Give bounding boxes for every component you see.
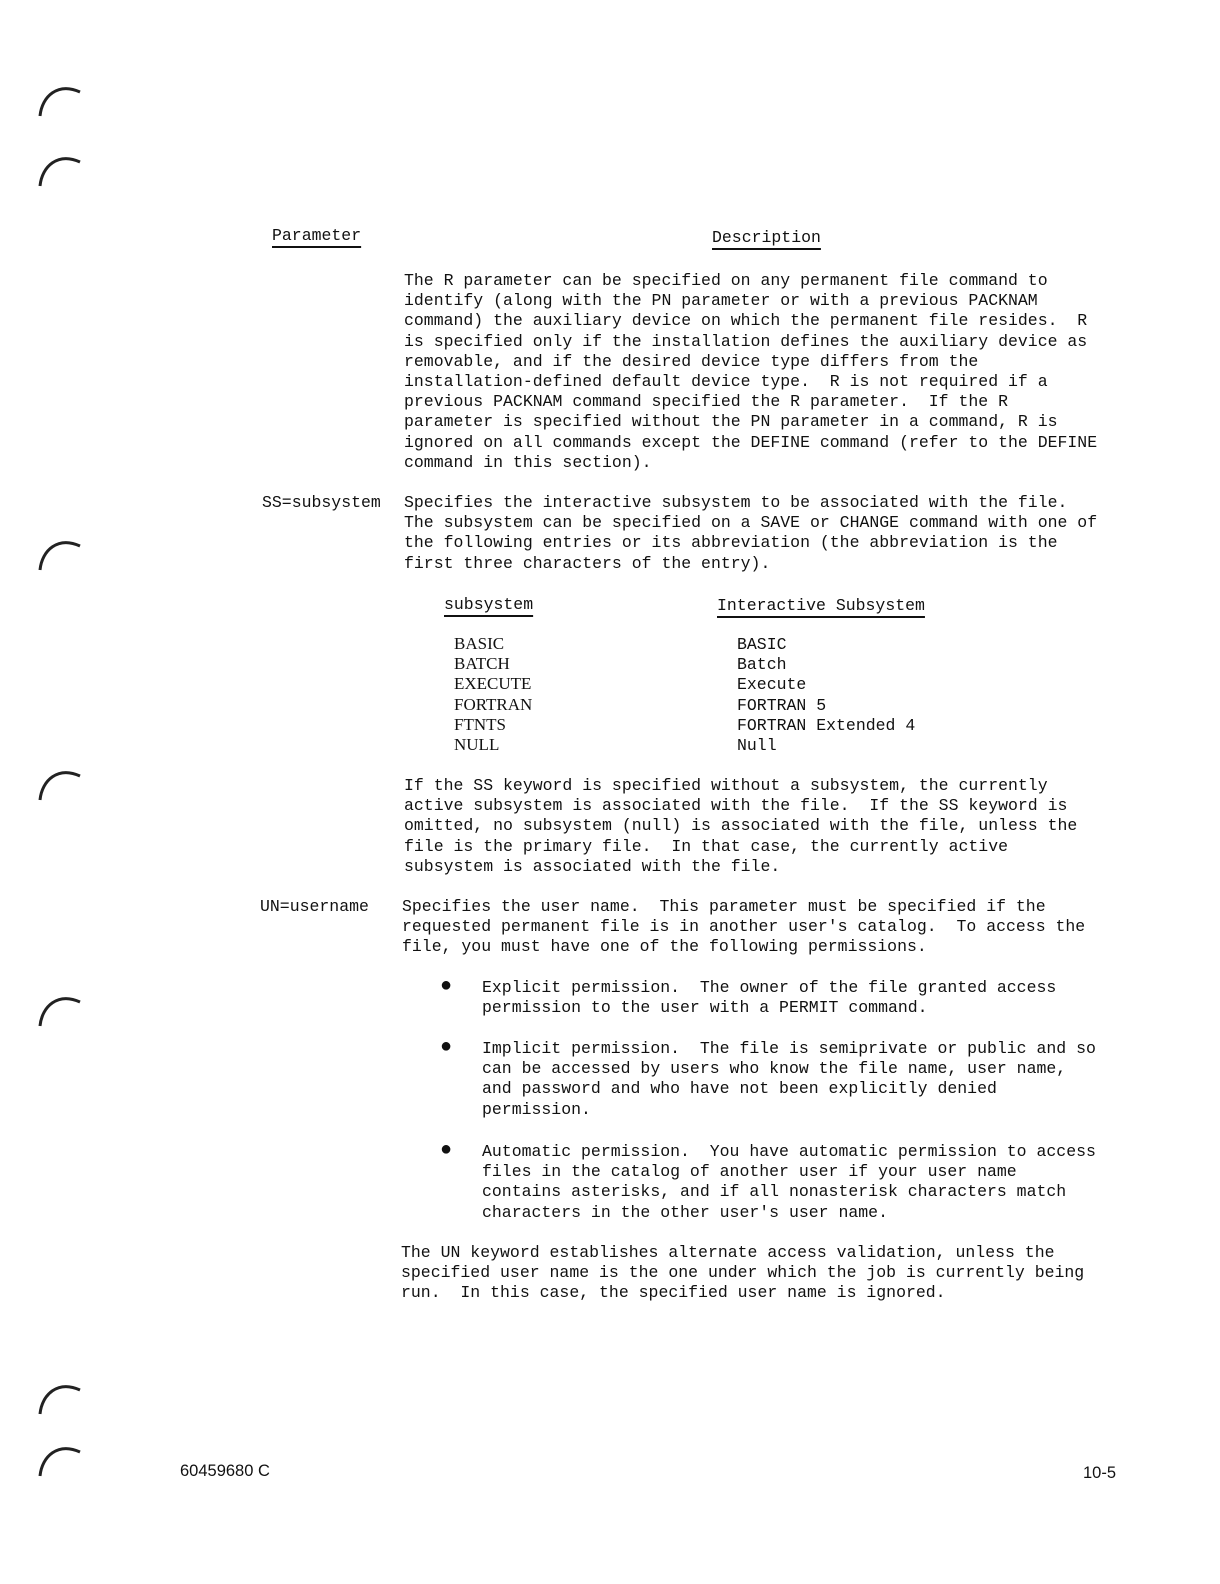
table-cell: FORTRAN — [454, 694, 533, 714]
text-line: The UN keyword establishes alternate access validation, unless the — [401, 1243, 1055, 1262]
subsystem-table-header-interactive: Interactive Subsystem — [717, 596, 925, 615]
table-cell: Execute — [737, 675, 807, 695]
table-cell: EXECUTE — [454, 674, 532, 694]
subsystem-table-column-b — [737, 635, 1037, 756]
punch-hole-mark — [36, 146, 84, 194]
text-line: file is the primary file. In that case, the currently active — [404, 836, 1008, 856]
page-number: 10-5 — [1083, 1464, 1117, 1482]
text-line: contains asterisks, and if all nonasterisk characters match — [482, 1182, 1067, 1202]
text-line: Specifies the user name. This parameter must be specified if the — [402, 897, 1046, 916]
text-line: and password and who have not been explicitly denied — [482, 1079, 997, 1099]
parameter-column-header: Parameter — [272, 226, 362, 245]
punch-hole-mark — [36, 1374, 84, 1422]
table-cell: BASIC — [454, 634, 505, 653]
text-line: is specified only if the installation defines the auxiliary device as — [404, 331, 1088, 351]
text-line: Implicit permission. The file is semiprivate or public and so — [482, 1039, 1096, 1058]
text-line: subsystem is associated with the file. — [404, 856, 781, 876]
punch-hole-mark — [36, 760, 84, 808]
text-line: active subsystem is associated with the file. If the SS keyword is — [404, 796, 1068, 816]
text-line: If the SS keyword is specified without a subsystem, the currently — [404, 776, 1048, 795]
table-cell: Null — [737, 735, 777, 755]
text-line: characters in the other user's user name. — [482, 1202, 888, 1222]
punch-hole-mark — [36, 76, 84, 124]
table-cell: NULL — [454, 734, 500, 754]
text-line: Automatic permission. You have automatic permission to access — [482, 1142, 1096, 1161]
text-line: requested permanent file is in another user's catalog. To access the — [402, 917, 1086, 937]
table-cell: Batch — [737, 655, 787, 675]
description-column-header: Description — [712, 228, 821, 247]
punch-hole-mark — [36, 1436, 84, 1484]
text-line: ignored on all commands except the DEFINE command (refer to the DEFINE — [404, 432, 1098, 452]
un-parameter-intro — [402, 897, 1132, 958]
text-line: file, you must have one of the following permissions. — [402, 937, 927, 957]
bullet-implicit-permission — [482, 1039, 1122, 1120]
text-line: command in this section). — [404, 452, 652, 472]
punch-hole-mark — [36, 986, 84, 1034]
text-line: identify (along with the PN parameter or with a previous PACKNAM — [404, 291, 1038, 311]
table-cell: FTNTS — [454, 714, 506, 734]
text-line: Explicit permission. The owner of the file granted access — [482, 978, 1057, 997]
text-line: can be accessed by users who know the file name, user name, — [482, 1059, 1067, 1079]
bullet-dot: ● — [440, 1139, 453, 1162]
text-line: permission to the user with a PERMIT command. — [482, 998, 928, 1018]
text-line: parameter is specified without the PN parameter in a command, R is — [404, 412, 1058, 432]
table-cell: FORTRAN 5 — [737, 695, 827, 715]
ss-parameter-label: SS=subsystem — [262, 493, 381, 512]
bullet-dot: ● — [440, 1036, 453, 1059]
bullet-explicit-permission — [482, 978, 1122, 1018]
table-cell: FORTRAN Extended 4 — [737, 715, 916, 735]
text-line: the following entries or its abbreviation (the abbreviation is the — [404, 533, 1058, 553]
text-line: files in the catalog of another user if your user name — [482, 1162, 1017, 1182]
ss-parameter-intro — [404, 493, 1134, 574]
un-parameter-label: UN=username — [260, 897, 369, 916]
document-number: 60459680 C — [180, 1462, 270, 1480]
text-line: specified user name is the one under which the job is currently being — [401, 1263, 1085, 1283]
table-cell: BATCH — [454, 654, 510, 674]
text-line: The R parameter can be specified on any permanent file command to — [404, 271, 1048, 290]
subsystem-table-column-a — [454, 634, 754, 755]
bullet-dot: ● — [440, 975, 453, 998]
text-line: omitted, no subsystem (null) is associated with the file, unless the — [404, 816, 1078, 836]
bullet-automatic-permission — [482, 1142, 1122, 1223]
text-line: The subsystem can be specified on a SAVE or CHANGE command with one of — [404, 513, 1098, 533]
table-cell: BASIC — [737, 635, 787, 654]
un-parameter-closing — [401, 1243, 1131, 1304]
text-line: first three characters of the entry). — [404, 553, 771, 573]
subsystem-table-header-subsystem: subsystem — [444, 595, 534, 614]
punch-hole-mark — [36, 530, 84, 578]
text-line: Specifies the interactive subsystem to be associated with the file. — [404, 493, 1068, 512]
text-line: previous PACKNAM command specified the R parameter. If the R — [404, 392, 1008, 412]
text-line: removable, and if the desired device type differs from the — [404, 351, 979, 371]
text-line: run. In this case, the specified user name is ignored. — [401, 1283, 946, 1303]
ss-parameter-followup — [404, 776, 1134, 877]
text-line: permission. — [482, 1099, 591, 1119]
text-line: installation-defined default device type. R is not required if a — [404, 372, 1048, 392]
r-parameter-description — [404, 271, 1134, 473]
text-line: command) the auxiliary device on which the permanent file resides. R — [404, 311, 1088, 331]
